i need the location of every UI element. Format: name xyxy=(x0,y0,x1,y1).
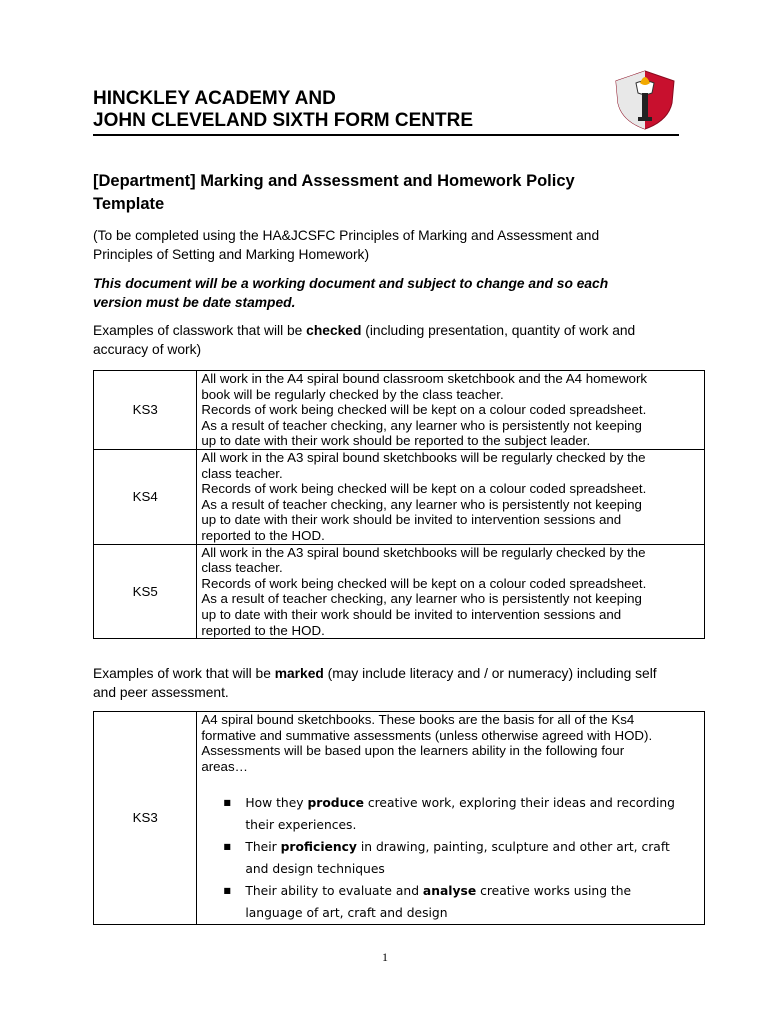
school-name-line-2: JOHN CLEVELAND SIXTH FORM CENTRE xyxy=(93,110,474,131)
table-row xyxy=(94,449,705,544)
table-row xyxy=(94,371,705,450)
marked-intro-pre: Examples of work that will be xyxy=(93,666,275,681)
description-cell: All work in the A3 spiral bound sketchbooks will be regularly checked by the class teacher. Records of work being checked will be kept on a colour coded spreadsheet. As a result of teacher checking, any learner who is persistently not keeping up to date with their work should be invited to intervention sessions and reported to the HOD. xyxy=(197,449,705,544)
description-cell: All work in the A3 spiral bound sketchbooks will be regularly checked by the class teacher. Records of work being checked will be kept on a colour coded spreadsheet. As a result of teacher checking, any learner who is persistently not keeping up to date with their work should be invited to intervention sessions and reported to the HOD. xyxy=(197,544,705,639)
checked-keyword: checked xyxy=(306,323,362,338)
notice-line-1: This document will be a working document and subject to change and so each xyxy=(93,276,609,291)
key-stage-cell: KS4 xyxy=(94,449,197,544)
school-name-line-1: HINCKLEY ACADEMY AND xyxy=(93,88,336,109)
marked-work-table xyxy=(93,711,705,925)
document-title xyxy=(93,170,683,216)
intro-paragraph xyxy=(93,226,683,264)
checked-section-intro xyxy=(93,321,683,359)
description-cell: A4 spiral bound sketchbooks. These books are the basis for all of the Ks4 formative and summative assessments (unless otherwise agreed with HOD). Assessments will be based upon the learners ability in the following four areas… ■ How they produce creative work, exploring their ideas and recording their experiences. ■ Their proficiency in drawing, painting, sculpture and other art, craft and design techniques ■ Their ability to evaluate and analyse creative works using the language of art, craft and design xyxy=(197,712,705,925)
marked-intro-post: (may include literacy and / or numeracy) including self xyxy=(323,666,657,681)
page-number: 1 xyxy=(382,950,388,964)
assessment-areas-list xyxy=(201,792,700,924)
intro-line-2: Principles of Setting and Marking Homework) xyxy=(93,247,370,262)
working-document-notice xyxy=(93,274,683,312)
intro-line-1: (To be completed using the HA&JCSFC Principles of Marking and Assessment and xyxy=(93,228,600,243)
bullet-icon: ■ xyxy=(223,798,231,808)
marked-intro-line-2: and peer assessment. xyxy=(93,685,229,700)
checked-work-table xyxy=(93,370,705,639)
checked-intro-pre: Examples of classwork that will be xyxy=(93,323,307,338)
list-item: ■ Their ability to evaluate and analyse creative works using the language of art, craft and design xyxy=(245,880,700,924)
marked-section-intro xyxy=(93,664,683,702)
key-stage-cell: KS5 xyxy=(94,544,197,639)
title-line-2: Template xyxy=(93,195,165,213)
table-row xyxy=(94,544,705,639)
title-line-1: [Department] Marking and Assessment and Homework Policy xyxy=(93,172,575,190)
bullet-icon: ■ xyxy=(223,842,231,852)
description-cell: All work in the A4 spiral bound classroom sketchbook and the A4 homework book will be regularly checked by the class teacher. Records of work being checked will be kept on a colour coded spreadsheet. As a result of teacher checking, any learner who is persistently not keeping up to date with their work should be reported to the subject leader. xyxy=(197,371,705,450)
table-row xyxy=(94,712,705,925)
list-item: ■ Their proficiency in drawing, painting, sculpture and other art, craft and design techniques xyxy=(245,836,700,880)
bullet-icon: ■ xyxy=(223,886,231,896)
checked-intro-line-2: accuracy of work) xyxy=(93,342,202,357)
checked-intro-post: (including presentation, quantity of work and xyxy=(361,323,636,338)
key-stage-cell: KS3 xyxy=(94,712,197,925)
notice-line-2: version must be date stamped. xyxy=(93,295,296,310)
marked-keyword: marked xyxy=(274,666,324,681)
school-crest-logo xyxy=(612,69,678,131)
header-divider xyxy=(93,134,679,136)
key-stage-cell: KS3 xyxy=(94,371,197,450)
school-header xyxy=(93,88,679,132)
list-item: ■ How they produce creative work, exploring their ideas and recording their experiences. xyxy=(245,792,700,836)
